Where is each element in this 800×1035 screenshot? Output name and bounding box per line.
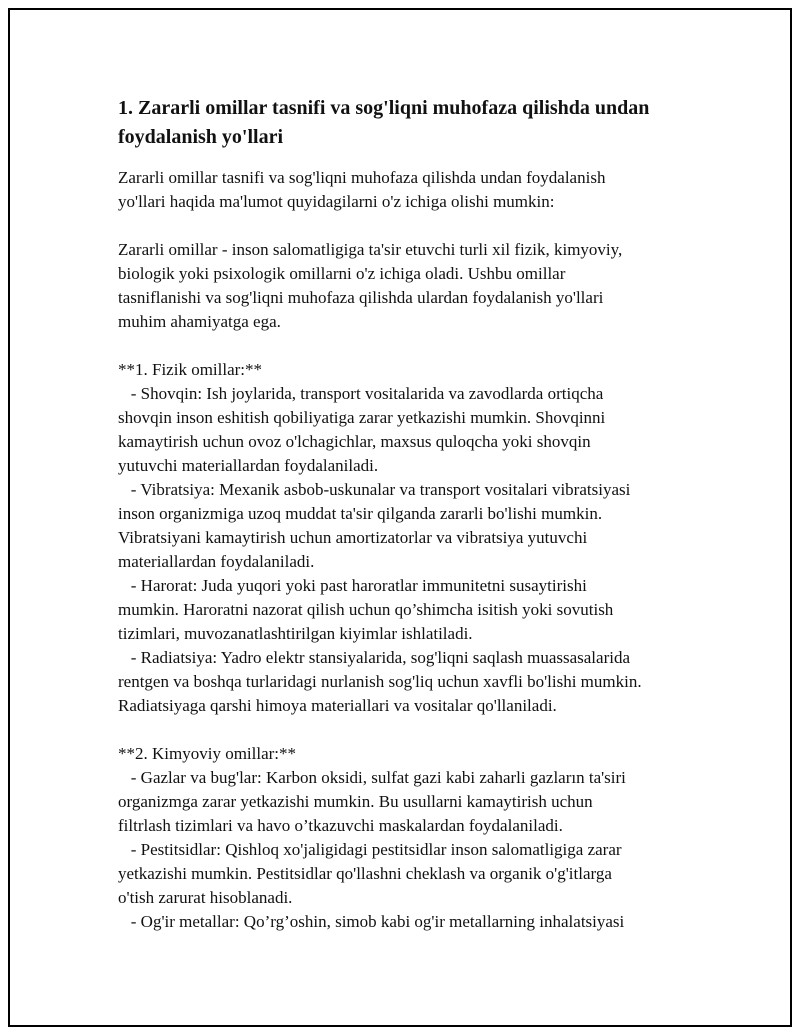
text-line: yo'llari haqida ma'lumot quyidagilarni o'z ichiga olishi mumkin: — [118, 192, 555, 211]
text-line: Vibratsiyani kamaytirish uchun amortizatorlar va vibratsiya yutuvchi — [118, 528, 588, 547]
title-line: 1. Zararli omillar tasnifi va sog'liqni muhofaza qilishda undan — [118, 97, 650, 119]
text-line: - Radiatsiya: Yadro elektr stansiyalarida, sog'liqni saqlash muassasalarida — [118, 648, 631, 667]
title-line: foydalanish yo'llari — [118, 126, 284, 148]
section-physical-factors — [118, 358, 708, 718]
text-line: filtrlash tizimlari va havo o’tkazuvchi maskalardan foydalaniladi. — [118, 816, 563, 835]
text-line: kamaytirish uchun ovoz o'lchagichlar, maxsus quloqcha yoki shovqin — [118, 432, 591, 451]
paragraph-gap — [118, 718, 708, 742]
document-title — [118, 94, 708, 152]
text-line: - Harorat: Juda yuqori yoki past haroratlar immunitetni susaytirishi — [118, 576, 587, 595]
text-line: o'tish zarurat hisoblanadi. — [118, 888, 293, 907]
text-line: materiallardan foydalaniladi. — [118, 552, 315, 571]
document-page — [8, 8, 792, 1027]
text-line: Radiatsiyaga qarshi himoya materiallari va vositalar qo'llaniladi. — [118, 696, 557, 715]
paragraph-gap — [118, 214, 708, 238]
text-line: organizmga zarar yetkazishi mumkin. Bu usullarni kamaytirish uchun — [118, 792, 593, 811]
text-line: rentgen va boshqa turlaridagi nurlanish sog'liq uchun xavfli bo'lishi mumkin. — [118, 672, 642, 691]
text-line: - Og'ir metallar: Qo’rg’oshin, simob kabi og'ir metallarning inhalatsiyasi — [118, 912, 625, 931]
section-heading: **1. Fizik omillar:** — [118, 360, 263, 379]
document-content — [118, 94, 708, 934]
section-chemical-factors — [118, 742, 708, 934]
text-line: inson organizmiga uzoq muddat ta'sir qilganda zararli bo'lishi mumkin. — [118, 504, 603, 523]
text-line: mumkin. Haroratni nazorat qilish uchun qo’shimcha isitish yoki sovutish — [118, 600, 614, 619]
definition-paragraph — [118, 238, 708, 334]
text-line: - Gazlar va bug'lar: Karbon oksidi, sulfat gazi kabi zaharli gazların ta'siri — [118, 768, 626, 787]
text-line: biologik yoki psixologik omillarni o'z ichiga oladi. Ushbu omillar — [118, 264, 566, 283]
text-line: Zararli omillar - inson salomatligiga ta'sir etuvchi turli xil fizik, kimyoviy, — [118, 240, 623, 259]
intro-paragraph — [118, 166, 708, 214]
text-line: muhim ahamiyatga ega. — [118, 312, 281, 331]
text-line: yetkazishi mumkin. Pestitsidlar qo'llashni cheklash va organik o'g'itlarga — [118, 864, 612, 883]
text-line: Zararli omillar tasnifi va sog'liqni muhofaza qilishda undan foydalanish — [118, 168, 606, 187]
text-line: tizimlari, muvozanatlashtirilgan kiyimlar ishlatiladi. — [118, 624, 473, 643]
paragraph-gap — [118, 334, 708, 358]
text-line: - Vibratsiya: Mexanik asbob-uskunalar va transport vositalari vibratsiyasi — [118, 480, 631, 499]
text-line: - Pestitsidlar: Qishloq xo'jaligidagi pestitsidlar inson salomatligiga zarar — [118, 840, 622, 859]
text-line: tasniflanishi va sog'liqni muhofaza qilishda ulardan foydalanish yo'llari — [118, 288, 604, 307]
text-line: shovqin inson eshitish qobiliyatiga zarar yetkazishi mumkin. Shovqinni — [118, 408, 606, 427]
text-line: yutuvchi materiallardan foydalaniladi. — [118, 456, 379, 475]
section-heading: **2. Kimyoviy omillar:** — [118, 744, 297, 763]
text-line: - Shovqin: Ish joylarida, transport vositalarida va zavodlarda ortiqcha — [118, 384, 604, 403]
